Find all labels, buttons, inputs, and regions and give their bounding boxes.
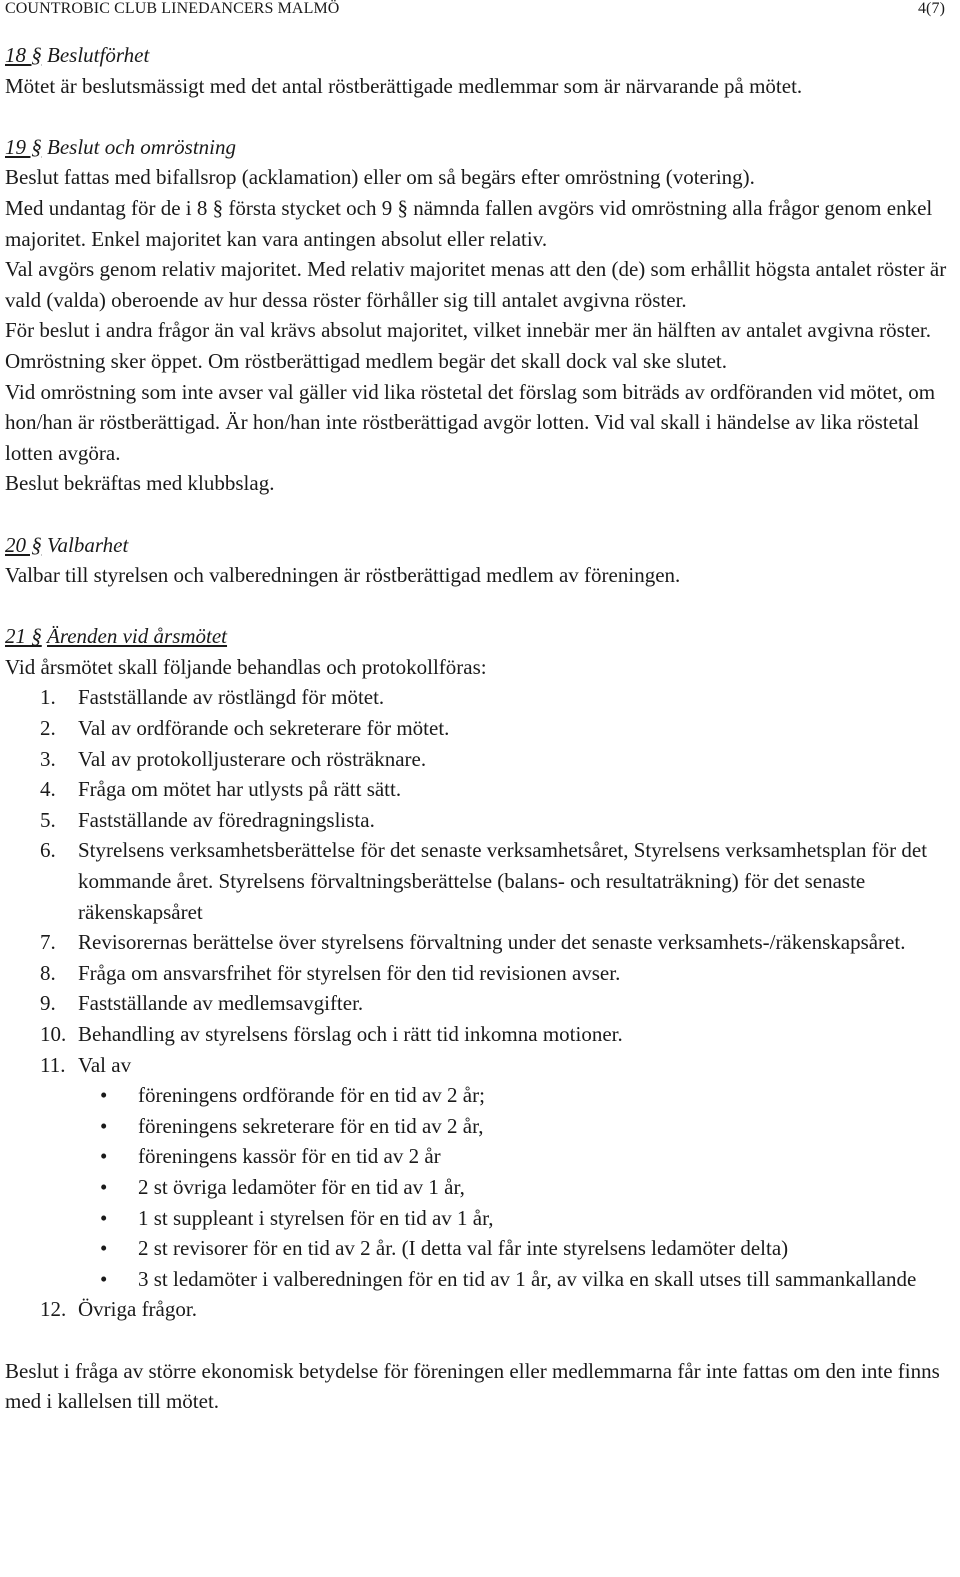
- item-text: Val av protokolljusterare och rösträknare.: [78, 746, 427, 771]
- bullet-item: [78, 1141, 950, 1172]
- list-item: [5, 927, 950, 958]
- bullet-icon: •: [100, 1174, 108, 1199]
- paragraph: Val avgörs genom relativ majoritet. Med relativ majoritet menas att den (de) som erhållit högsta antalet röster är vald (valda) oberoende av hur dessa röster förhåller sig till antalet avgivna röster.: [5, 257, 947, 312]
- section-19: [5, 132, 950, 499]
- section-number: 19 §: [5, 134, 42, 159]
- paragraph: För beslut i andra frågor än val krävs absolut majoritet, vilket innebär mer än hälften av antalet avgivna röster.: [5, 318, 932, 343]
- item-number: 3.: [40, 746, 56, 771]
- bullet-text: 2 st övriga ledamöter för en tid av 1 år,: [138, 1174, 465, 1199]
- item-number: 10.: [40, 1022, 67, 1046]
- club-name: COUNTROBIC CLUB LINEDANCERS MALMÖ: [5, 0, 340, 17]
- section-heading: [5, 621, 950, 652]
- closing-paragraph: Beslut i fråga av större ekonomisk betydelse för föreningen eller medlemmarna får inte fattas om den inte finns med i kallelsen till mötet.: [5, 1358, 940, 1414]
- bullet-text: föreningens ordförande för en tid av 2 år;: [138, 1083, 485, 1108]
- section-21: [5, 621, 950, 1325]
- list-item: [5, 744, 950, 775]
- paragraph: Med undantag för de i 8 § första stycket och 9 § nämnda fallen avgörs vid omröstning alla frågor genom enkel majoritet. Enkel majoritet kan vara antingen absolut eller relativ.: [5, 195, 933, 251]
- bullet-text: 3 st ledamöter i valberedningen för en tid av 1 år, av vilka en skall utses till sammankallande: [138, 1266, 917, 1291]
- item-number: 1.: [40, 685, 56, 710]
- item-text: Behandling av styrelsens förslag och i rätt tid inkomna motioner.: [78, 1022, 623, 1046]
- section-number: 18 §: [5, 43, 42, 67]
- section-title: Beslut och omröstning: [47, 134, 236, 159]
- paragraph: Vid omröstning som inte avser val gäller vid lika röstetal det förslag som biträds av ordföranden vid mötet, om hon/han är röstberättigad. Är hon/han inte röstberättigad avgör lotten. Vid val skall i händelse av lika röstetal lotten avgöra.: [5, 379, 936, 465]
- list-item: [5, 1050, 950, 1295]
- paragraph: Beslut bekräftas med klubbslag.: [5, 471, 275, 496]
- section-heading: [5, 132, 950, 163]
- bullet-text: föreningens kassör för en tid av 2 år: [138, 1144, 441, 1169]
- list-item: [5, 988, 950, 1019]
- section-title: Ärenden vid årsmötet: [47, 624, 228, 649]
- bullet-item: [78, 1233, 950, 1264]
- section-heading: [5, 40, 950, 71]
- item-number: 5.: [40, 807, 56, 832]
- list-item: [5, 1294, 950, 1325]
- page-number: 4(7): [917, 0, 945, 17]
- paragraph: Vid årsmötet skall följande behandlas och protokollföras:: [5, 654, 487, 679]
- bullet-icon: •: [100, 1113, 108, 1138]
- bullet-icon: •: [100, 1144, 108, 1169]
- item-number: 12.: [40, 1297, 67, 1322]
- list-item: [5, 1019, 950, 1050]
- bullet-item: [78, 1080, 950, 1111]
- paragraph: Beslut fattas med bifallsrop (acklamation) eller om så begärs efter omröstning (votering).: [5, 165, 755, 190]
- list-item: [5, 805, 950, 836]
- item-number: 8.: [40, 960, 56, 985]
- item-number: 9.: [40, 991, 56, 1016]
- item-text: Val av ordförande och sekreterare för mötet.: [78, 716, 450, 741]
- item-text: Revisorernas berättelse över styrelsens förvaltning under det senaste verksamhets-/räkenskapsåret.: [78, 930, 906, 955]
- paragraph: Omröstning sker öppet. Om röstberättigad medlem begär det skall dock val ske slutet.: [5, 348, 727, 373]
- bullet-text: 1 st suppleant i styrelsen för en tid av 1 år,: [138, 1205, 494, 1230]
- page-header: [5, 0, 945, 22]
- bullet-icon: •: [100, 1205, 108, 1230]
- item-number: 7.: [40, 930, 56, 955]
- bullet-icon: •: [100, 1236, 108, 1261]
- list-item: [5, 835, 950, 927]
- bullet-icon: •: [100, 1083, 108, 1108]
- item-text: Fråga om ansvarsfrihet för styrelsen för den tid revisionen avser.: [78, 960, 621, 985]
- item-number: 11.: [40, 1052, 66, 1077]
- item-text: Fastställande av röstlängd för mötet.: [78, 685, 385, 710]
- item-text: Styrelsens verksamhetsberättelse för det senaste verksamhetsåret, Styrelsens verksamhetsplan för det kommande året. Styrelsens förvaltningsberättelse (balans- och resultaträkning) för det senaste räkenskapsåret: [78, 838, 928, 924]
- item-text: Fråga om mötet har utlysts på rätt sätt.: [78, 777, 402, 802]
- item-text: Fastställande av medlemsavgifter.: [78, 991, 364, 1016]
- item-text: Val av: [78, 1052, 132, 1077]
- item-number: 2.: [40, 716, 56, 741]
- item-number: 4.: [40, 777, 56, 802]
- section-heading: [5, 530, 950, 561]
- list-item: [5, 713, 950, 744]
- agenda-list: [5, 682, 950, 1324]
- paragraph: Mötet är beslutsmässigt med det antal röstberättigade medlemmar som är närvarande på mötet.: [5, 73, 803, 98]
- section-20: [5, 530, 950, 591]
- bullet-text: 2 st revisorer för en tid av 2 år. (I detta val får inte styrelsens ledamöter delta): [138, 1236, 789, 1261]
- list-item: [5, 958, 950, 989]
- section-title: Beslutförhet: [47, 43, 150, 67]
- bullet-item: [78, 1111, 950, 1142]
- bullet-text: föreningens sekreterare för en tid av 2 år,: [138, 1113, 484, 1138]
- section-number: 21 §: [5, 624, 42, 649]
- bullet-item: [78, 1264, 950, 1295]
- item-text: Övriga frågor.: [78, 1297, 197, 1322]
- bullet-item: [78, 1172, 950, 1203]
- bullet-item: [78, 1203, 950, 1234]
- election-list: [78, 1080, 950, 1294]
- item-number: 6.: [40, 838, 56, 863]
- bullet-icon: •: [100, 1266, 108, 1291]
- item-text: Fastställande av föredragningslista.: [78, 807, 375, 832]
- list-item: [5, 774, 950, 805]
- section-number: 20 §: [5, 532, 42, 557]
- document-body: [5, 40, 950, 1417]
- list-item: [5, 682, 950, 713]
- paragraph: Valbar till styrelsen och valberedningen är röstberättigad medlem av föreningen.: [5, 563, 681, 588]
- section-title: Valbarhet: [47, 532, 129, 557]
- section-18: [5, 40, 950, 101]
